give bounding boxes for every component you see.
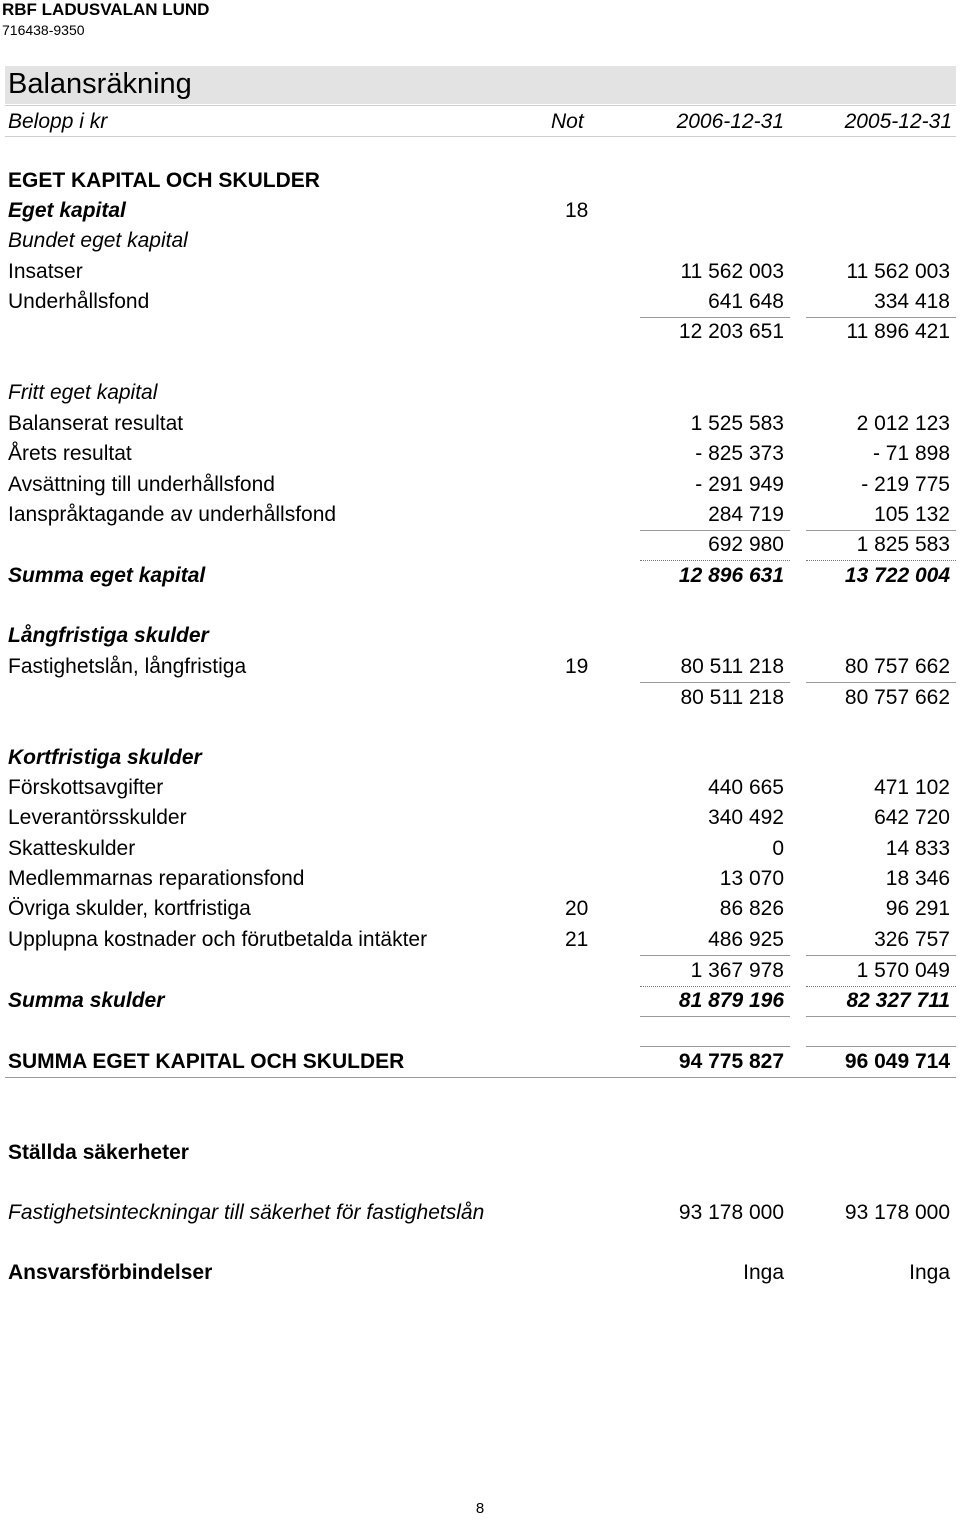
row-label: Skatteskulder bbox=[8, 837, 136, 860]
column-label-header: Belopp i kr bbox=[8, 110, 108, 133]
value-2005: 13 722 004 bbox=[844, 564, 950, 587]
row-label: Ianspråktagande av underhållsfond bbox=[8, 503, 337, 526]
value-2005: 642 720 bbox=[874, 806, 950, 829]
column-2006-header: 2006-12-31 bbox=[676, 110, 784, 133]
value-2005: - 71 898 bbox=[872, 442, 950, 465]
table-row bbox=[5, 1258, 956, 1288]
section-heading bbox=[5, 1138, 956, 1168]
note-ref: 20 bbox=[565, 897, 589, 920]
value-2006: 284 719 bbox=[708, 503, 784, 526]
row-label: Fastighetsinteckningar till säkerhet för fastighetslån bbox=[8, 1201, 485, 1224]
value-2005: 11 562 003 bbox=[846, 260, 950, 283]
table-row bbox=[5, 409, 956, 439]
row-label: Kortfristiga skulder bbox=[8, 746, 202, 769]
value-2006: 81 879 196 bbox=[678, 989, 784, 1012]
organization-name: RBF LADUSVALAN LUND bbox=[2, 0, 210, 19]
value-2006: Inga bbox=[743, 1261, 784, 1284]
value-2006: 692 980 bbox=[708, 533, 784, 556]
value-2006: 0 bbox=[772, 837, 784, 860]
value-2005: 82 327 711 bbox=[846, 989, 950, 1012]
row-label: Ansvarsförbindelser bbox=[8, 1261, 213, 1284]
value-2006: 1 367 978 bbox=[690, 959, 784, 982]
row-label: Årets resultat bbox=[8, 442, 132, 465]
value-2005: 80 757 662 bbox=[844, 655, 950, 678]
section-heading bbox=[5, 621, 956, 651]
row-label: Upplupna kostnader och förutbetalda intäkter bbox=[8, 928, 428, 951]
row-label: Summa eget kapital bbox=[8, 564, 206, 587]
value-2006: 641 648 bbox=[708, 290, 784, 313]
row-label: Långfristiga skulder bbox=[8, 624, 209, 647]
value-2006: 80 511 218 bbox=[680, 686, 784, 709]
value-2005: 326 757 bbox=[874, 928, 950, 951]
table-row bbox=[5, 287, 956, 317]
value-2006: 486 925 bbox=[708, 928, 784, 951]
table-row bbox=[5, 257, 956, 287]
section-heading bbox=[5, 743, 956, 773]
total-row bbox=[5, 561, 956, 591]
value-2006: 86 826 bbox=[719, 897, 784, 920]
grand-total-row bbox=[5, 1047, 956, 1077]
table-row bbox=[5, 1198, 956, 1228]
row-label: Summa skulder bbox=[8, 989, 165, 1012]
value-2006: 12 896 631 bbox=[678, 564, 784, 587]
row-label: Bundet eget kapital bbox=[8, 229, 188, 252]
table-row bbox=[5, 894, 956, 924]
table-row bbox=[5, 439, 956, 469]
total-underline bbox=[640, 1016, 790, 1017]
column-2005-header: 2005-12-31 bbox=[844, 110, 952, 133]
table-row bbox=[5, 864, 956, 894]
value-2006: 12 203 651 bbox=[678, 320, 784, 343]
value-2006: 11 562 003 bbox=[680, 260, 784, 283]
row-label: Medlemmarnas reparationsfond bbox=[8, 867, 305, 890]
subsection-heading bbox=[5, 378, 956, 408]
value-2005: 1 570 049 bbox=[856, 959, 950, 982]
section-heading bbox=[5, 196, 956, 226]
value-2005: 1 825 583 bbox=[856, 533, 950, 556]
value-2005: 96 291 bbox=[885, 897, 950, 920]
value-2005: 471 102 bbox=[874, 776, 950, 799]
value-2005: 334 418 bbox=[874, 290, 950, 313]
table-row bbox=[5, 773, 956, 803]
column-note-header: Not bbox=[551, 110, 584, 133]
value-2005: 96 049 714 bbox=[844, 1050, 950, 1073]
total-underline bbox=[806, 1016, 956, 1017]
value-2006: 93 178 000 bbox=[678, 1201, 784, 1224]
table-row bbox=[5, 803, 956, 833]
row-label: Fritt eget kapital bbox=[8, 381, 158, 404]
value-2005: Inga bbox=[909, 1261, 950, 1284]
column-header bbox=[5, 105, 956, 137]
subtotal-row bbox=[5, 956, 956, 986]
row-label: SUMMA EGET KAPITAL OCH SKULDER bbox=[8, 1050, 405, 1073]
organization-number: 716438-9350 bbox=[2, 22, 85, 38]
value-2005: 18 346 bbox=[885, 867, 950, 890]
subtotal-row bbox=[5, 317, 956, 347]
value-2006: 440 665 bbox=[708, 776, 784, 799]
subsection-heading bbox=[5, 226, 956, 256]
row-label: Övriga skulder, kortfristiga bbox=[8, 897, 251, 920]
subtotal-row bbox=[5, 530, 956, 560]
value-2006: 94 775 827 bbox=[678, 1050, 784, 1073]
note-ref: 19 bbox=[565, 655, 589, 678]
row-label: Förskottsavgifter bbox=[8, 776, 164, 799]
value-2005: - 219 775 bbox=[861, 473, 950, 496]
row-label: Ställda säkerheter bbox=[8, 1141, 189, 1164]
row-label: Fastighetslån, långfristiga bbox=[8, 655, 247, 678]
grand-total-underline bbox=[5, 1077, 956, 1078]
note-ref: 21 bbox=[565, 928, 589, 951]
value-2005: 2 012 123 bbox=[856, 412, 950, 435]
table-row bbox=[5, 834, 956, 864]
row-label: EGET KAPITAL OCH SKULDER bbox=[8, 169, 320, 192]
page-title: Balansräkning bbox=[8, 68, 192, 100]
table-row bbox=[5, 652, 956, 682]
section-heading bbox=[5, 166, 956, 196]
page-number: 8 bbox=[475, 1500, 485, 1517]
row-label: Eget kapital bbox=[8, 199, 126, 222]
value-2006: - 291 949 bbox=[695, 473, 784, 496]
value-2006: 1 525 583 bbox=[690, 412, 784, 435]
row-label: Insatser bbox=[8, 260, 83, 283]
value-2005: 80 757 662 bbox=[844, 686, 950, 709]
row-label: Leverantörsskulder bbox=[8, 806, 187, 829]
note-ref: 18 bbox=[565, 199, 589, 222]
table-row bbox=[5, 500, 956, 530]
value-2006: 340 492 bbox=[708, 806, 784, 829]
value-2006: 13 070 bbox=[719, 867, 784, 890]
subtotal-row bbox=[5, 683, 956, 713]
row-label: Underhållsfond bbox=[8, 290, 150, 313]
value-2005: 105 132 bbox=[874, 503, 950, 526]
value-2005: 93 178 000 bbox=[844, 1201, 950, 1224]
total-row bbox=[5, 986, 956, 1016]
value-2005: 14 833 bbox=[885, 837, 950, 860]
title-band bbox=[5, 66, 956, 104]
table-row bbox=[5, 925, 956, 955]
value-2005: 11 896 421 bbox=[846, 320, 950, 343]
row-label: Balanserat resultat bbox=[8, 412, 184, 435]
value-2006: 80 511 218 bbox=[680, 655, 784, 678]
table-row bbox=[5, 470, 956, 500]
row-label: Avsättning till underhållsfond bbox=[8, 473, 275, 496]
value-2006: - 825 373 bbox=[695, 442, 784, 465]
